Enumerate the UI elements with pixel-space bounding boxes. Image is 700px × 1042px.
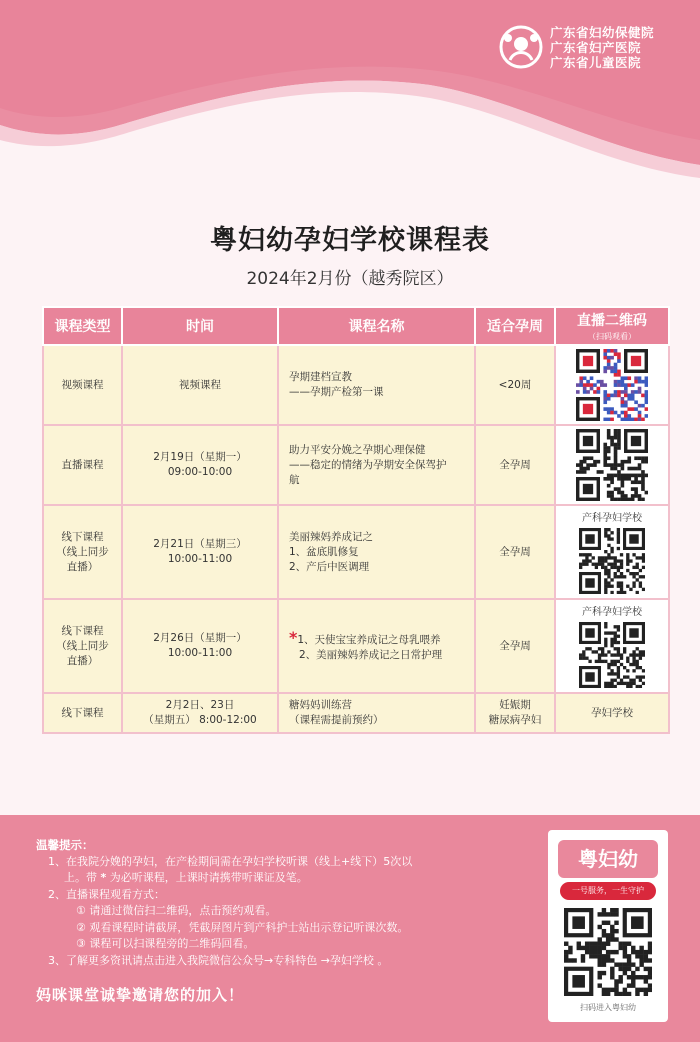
cell-text: （课程需提前预约） [289, 714, 384, 726]
header-live-qr [555, 307, 669, 345]
table-row [43, 425, 669, 505]
cell-text: 航 [289, 473, 300, 486]
qr-code-icon[interactable] [579, 622, 645, 688]
cell-text: 2月26日（星期一） [153, 632, 247, 644]
course-schedule-table [42, 306, 670, 734]
header-live-qr-note: （扫码观看） [588, 332, 636, 341]
cell-type [43, 599, 122, 693]
header-time: 时间 [122, 307, 278, 345]
header-course-type: 课程类型 [43, 307, 122, 345]
cell-text: （线上同步 [56, 639, 109, 652]
cell-text: 线下课程 [61, 530, 104, 543]
cell-text: 妊娠期 [499, 699, 531, 711]
app-tagline: 一号服务，一生守护 [560, 882, 656, 900]
cell-text: （星期五） 8:00-12:00 [143, 714, 257, 726]
hospital-name-1: 广东省妇幼保健院 [550, 24, 655, 40]
cell-course-name [278, 505, 475, 599]
page-subtitle: 2024年2月份（越秀院区） [246, 269, 454, 289]
cell-type [43, 693, 122, 733]
cell-qr [555, 599, 669, 693]
app-qr-caption: 扫码进入粤妇幼 [580, 1003, 636, 1012]
cell-text: 10:00-11:00 [167, 553, 233, 565]
cell-text: 2月2日、23日 [165, 699, 235, 711]
cell-text: 直播） [66, 654, 99, 667]
cell-text: 助力平安分娩之孕期心理保健 [289, 443, 426, 456]
cell-course-name [278, 425, 475, 505]
cell-text: <20周 [498, 378, 532, 391]
cell-text: 2月19日（星期一） [153, 451, 247, 463]
cell-time [122, 693, 278, 733]
cell-text: 全孕周 [499, 545, 531, 558]
header-live-qr-label: 直播二维码 [577, 313, 647, 329]
cell-text: 1、天使宝宝养成记之母乳喂养 [297, 633, 441, 646]
cell-text: 孕妇学校 [591, 706, 633, 719]
cell-text: 直播课程 [61, 458, 104, 471]
app-promo-card [548, 830, 668, 1022]
tip-text: 上。带 [64, 871, 97, 884]
required-star-icon: * [100, 871, 107, 884]
cell-text: 10:00-11:00 [167, 647, 233, 659]
cell-time [122, 599, 278, 693]
cell-text: ——孕期产检第一课 [289, 386, 384, 398]
tip-item-2-1: ① 请通过微信扫二维码，点击预约观看。 [76, 904, 277, 917]
cell-qr-text [555, 693, 669, 733]
cell-qr [555, 505, 669, 599]
cell-text: 2、美丽辣妈养成记之日常护理 [299, 648, 443, 661]
tip-item-1-cont [36, 870, 536, 887]
cell-type [43, 505, 122, 599]
tip-item-2: 2、直播课程观看方式： [48, 887, 165, 901]
cell-type [43, 425, 122, 505]
hospital-emblem-icon [498, 24, 544, 70]
cell-text: 美丽辣妈养成记之 [289, 530, 373, 543]
page-title: 粤妇幼孕妇学校课程表 [210, 225, 490, 256]
table-row [43, 345, 669, 425]
cell-stage [475, 599, 555, 693]
cell-text: 2月21日（星期三） [153, 538, 247, 550]
cell-qr [555, 345, 669, 425]
cell-text: 糖尿病孕妇 [488, 714, 542, 726]
tip-item-2-3: ③ 课程可以扫课程旁的二维码回看。 [76, 937, 255, 950]
required-star-icon: * [289, 627, 298, 647]
app-brand: 粤妇幼 [558, 840, 658, 878]
cell-text: 1、盆底肌修复 [289, 545, 359, 558]
tips-heading: 温馨提示： [36, 838, 94, 852]
hospital-name-3: 广东省儿童医院 [550, 54, 642, 70]
header-course-name: 课程名称 [278, 307, 475, 345]
cell-text: 孕期建档宣教 [289, 371, 352, 383]
cell-time [122, 425, 278, 505]
cell-text: ——稳定的情绪为孕期安全保驾护 [289, 458, 447, 471]
tip-item-2-2: ② 观看课程时请截屏，凭截屏图片到产科护士站出示登记听课次数。 [76, 920, 409, 934]
cell-text: 视频课程 [61, 378, 104, 391]
qr-code-icon[interactable] [576, 349, 648, 421]
cell-course-name [278, 599, 475, 693]
hospital-logo [498, 18, 688, 76]
cell-text: （线上同步 [56, 545, 109, 558]
table-header-row [43, 307, 669, 345]
cell-type [43, 345, 122, 425]
cell-text: 全孕周 [499, 639, 531, 652]
qr-code-icon[interactable] [579, 528, 645, 594]
cell-stage [475, 505, 555, 599]
tip-item-1: 1、在我院分娩的孕妇，在产检期间需在孕妇学校听课（线上+线下）5次以 [48, 854, 413, 868]
app-qr-code-icon[interactable] [564, 908, 652, 996]
table-row [43, 693, 669, 733]
qr-label: 产科孕妇学校 [582, 512, 642, 524]
cell-text: 视频课程 [179, 378, 221, 391]
cell-text: 糖妈妈训练营 [289, 699, 352, 711]
hospital-name-2: 广东省妇产医院 [550, 39, 642, 55]
tips-section [36, 837, 536, 969]
cell-text: 直播） [66, 560, 99, 573]
cell-text: 09:00-10:00 [167, 466, 233, 478]
invitation-text: 妈咪课堂诚挚邀请您的加入！ [36, 986, 245, 1004]
cell-time [122, 345, 278, 425]
tip-item-3: 3、了解更多资讯请点击进入我院微信公众号→专科特色 →孕妇学校 。 [48, 953, 389, 967]
cell-stage [475, 425, 555, 505]
hospital-names [550, 25, 654, 70]
qr-label: 产科孕妇学校 [582, 606, 642, 618]
cell-stage [475, 345, 555, 425]
cell-course-name [278, 693, 475, 733]
cell-time [122, 505, 278, 599]
cell-text [289, 627, 471, 648]
cell-qr [555, 425, 669, 505]
cell-text: 线下课程 [61, 624, 104, 637]
table-row [43, 599, 669, 693]
qr-code-icon[interactable] [576, 429, 648, 501]
table-row [43, 505, 669, 599]
cell-text: 线下课程 [61, 706, 104, 719]
cell-text: 2、产后中医调理 [289, 560, 370, 573]
cell-stage [475, 693, 555, 733]
header-pregnancy-stage: 适合孕周 [475, 307, 555, 345]
cell-course-name [278, 345, 475, 425]
cell-text: 全孕周 [499, 458, 531, 471]
tip-text: 为必听课程，上课时请携带听课证及笔。 [109, 871, 308, 884]
